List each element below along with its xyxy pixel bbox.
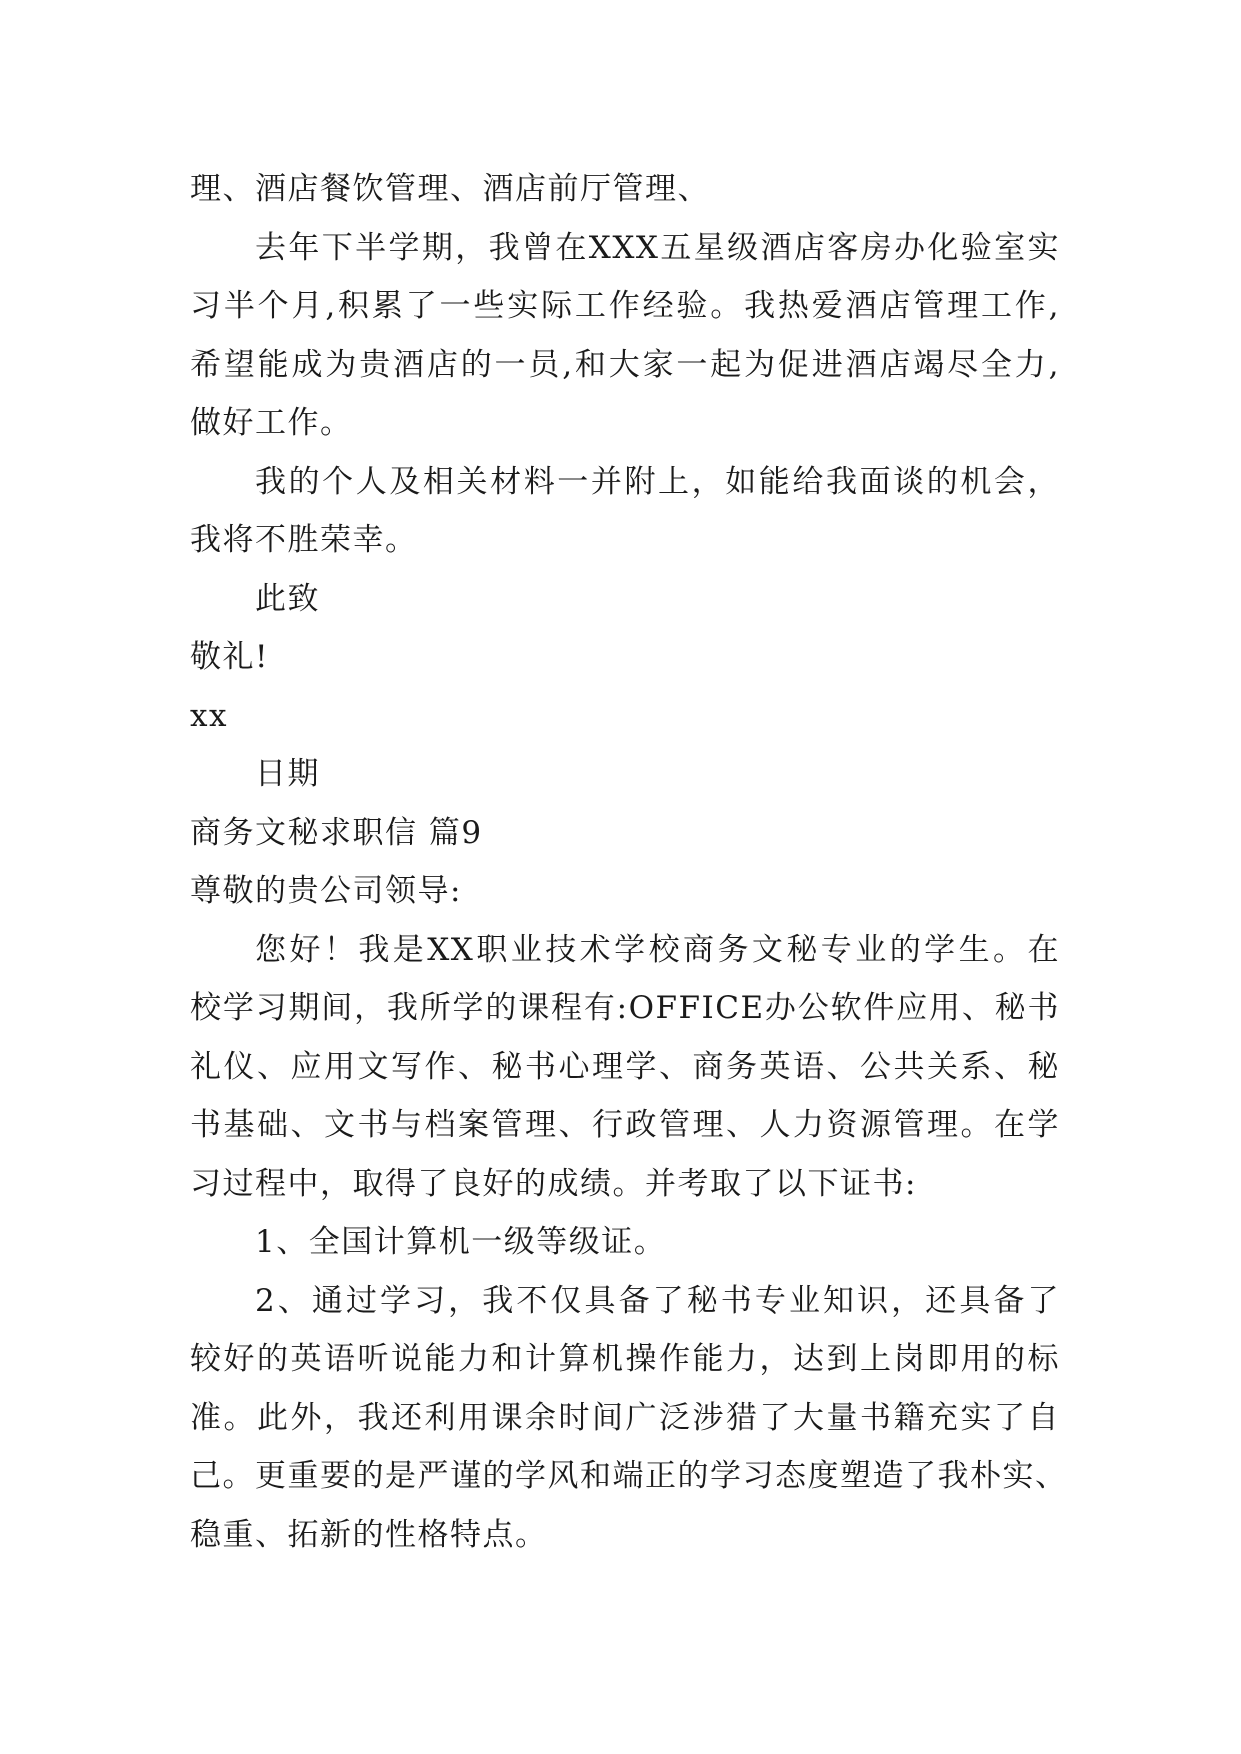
text-line: 此致 (255, 580, 320, 617)
text-line: 我将不胜荣幸。 (190, 522, 418, 558)
text-line: 商务文秘求职信 篇9 (190, 814, 483, 851)
text-line: 做好工作。 (190, 405, 353, 441)
text-line: 校学习期间，我所学的课程有:OFFICE办公软件应用、秘书 (190, 990, 1060, 1026)
text-line: 我的个人及相关材料一并附上，如能给我面谈的机会， (255, 463, 1060, 500)
text-line: 习半个月,积累了一些实际工作经验。我热爱酒店管理工作, (190, 288, 1060, 324)
text-line: 1、全国计算机一级等级证。 (255, 1224, 667, 1260)
text-line: 2、通过学习，我不仅具备了秘书专业知识，还具备了 (255, 1282, 1060, 1319)
text-line: 敬礼! (190, 639, 269, 675)
text-line: 稳重、拓新的性格特点。 (190, 1516, 548, 1553)
text-line: 较好的英语听说能力和计算机操作能力，达到上岗即用的标 (190, 1341, 1060, 1377)
document-body (190, 160, 1068, 1564)
text-line: 日期 (255, 756, 320, 792)
text-line: 己。更重要的是严谨的学风和端正的学习态度塑造了我朴实、 (190, 1458, 1068, 1494)
text-line: 书基础、文书与档案管理、行政管理、人力资源管理。在学 (190, 1107, 1060, 1143)
text-line: 理、酒店餐饮管理、酒店前厅管理、 (190, 171, 710, 207)
text-line: 去年下半学期，我曾在XXX五星级酒店客房办化验室实 (255, 229, 1060, 266)
text-line: 希望能成为贵酒店的一员,和大家一起为促进酒店竭尽全力, (190, 346, 1060, 383)
text-line: 习过程中，取得了良好的成绩。并考取了以下证书: (190, 1165, 917, 1202)
text-line: 尊敬的贵公司领导: (190, 873, 462, 909)
text-line: xx (190, 697, 228, 734)
text-line: 准。此外，我还利用课余时间广泛涉猎了大量书籍充实了自 (190, 1399, 1060, 1436)
text-line: 您好！我是XX职业技术学校商务文秘专业的学生。在 (255, 931, 1060, 968)
text-line: 礼仪、应用文写作、秘书心理学、商务英语、公共关系、秘 (190, 1048, 1060, 1085)
